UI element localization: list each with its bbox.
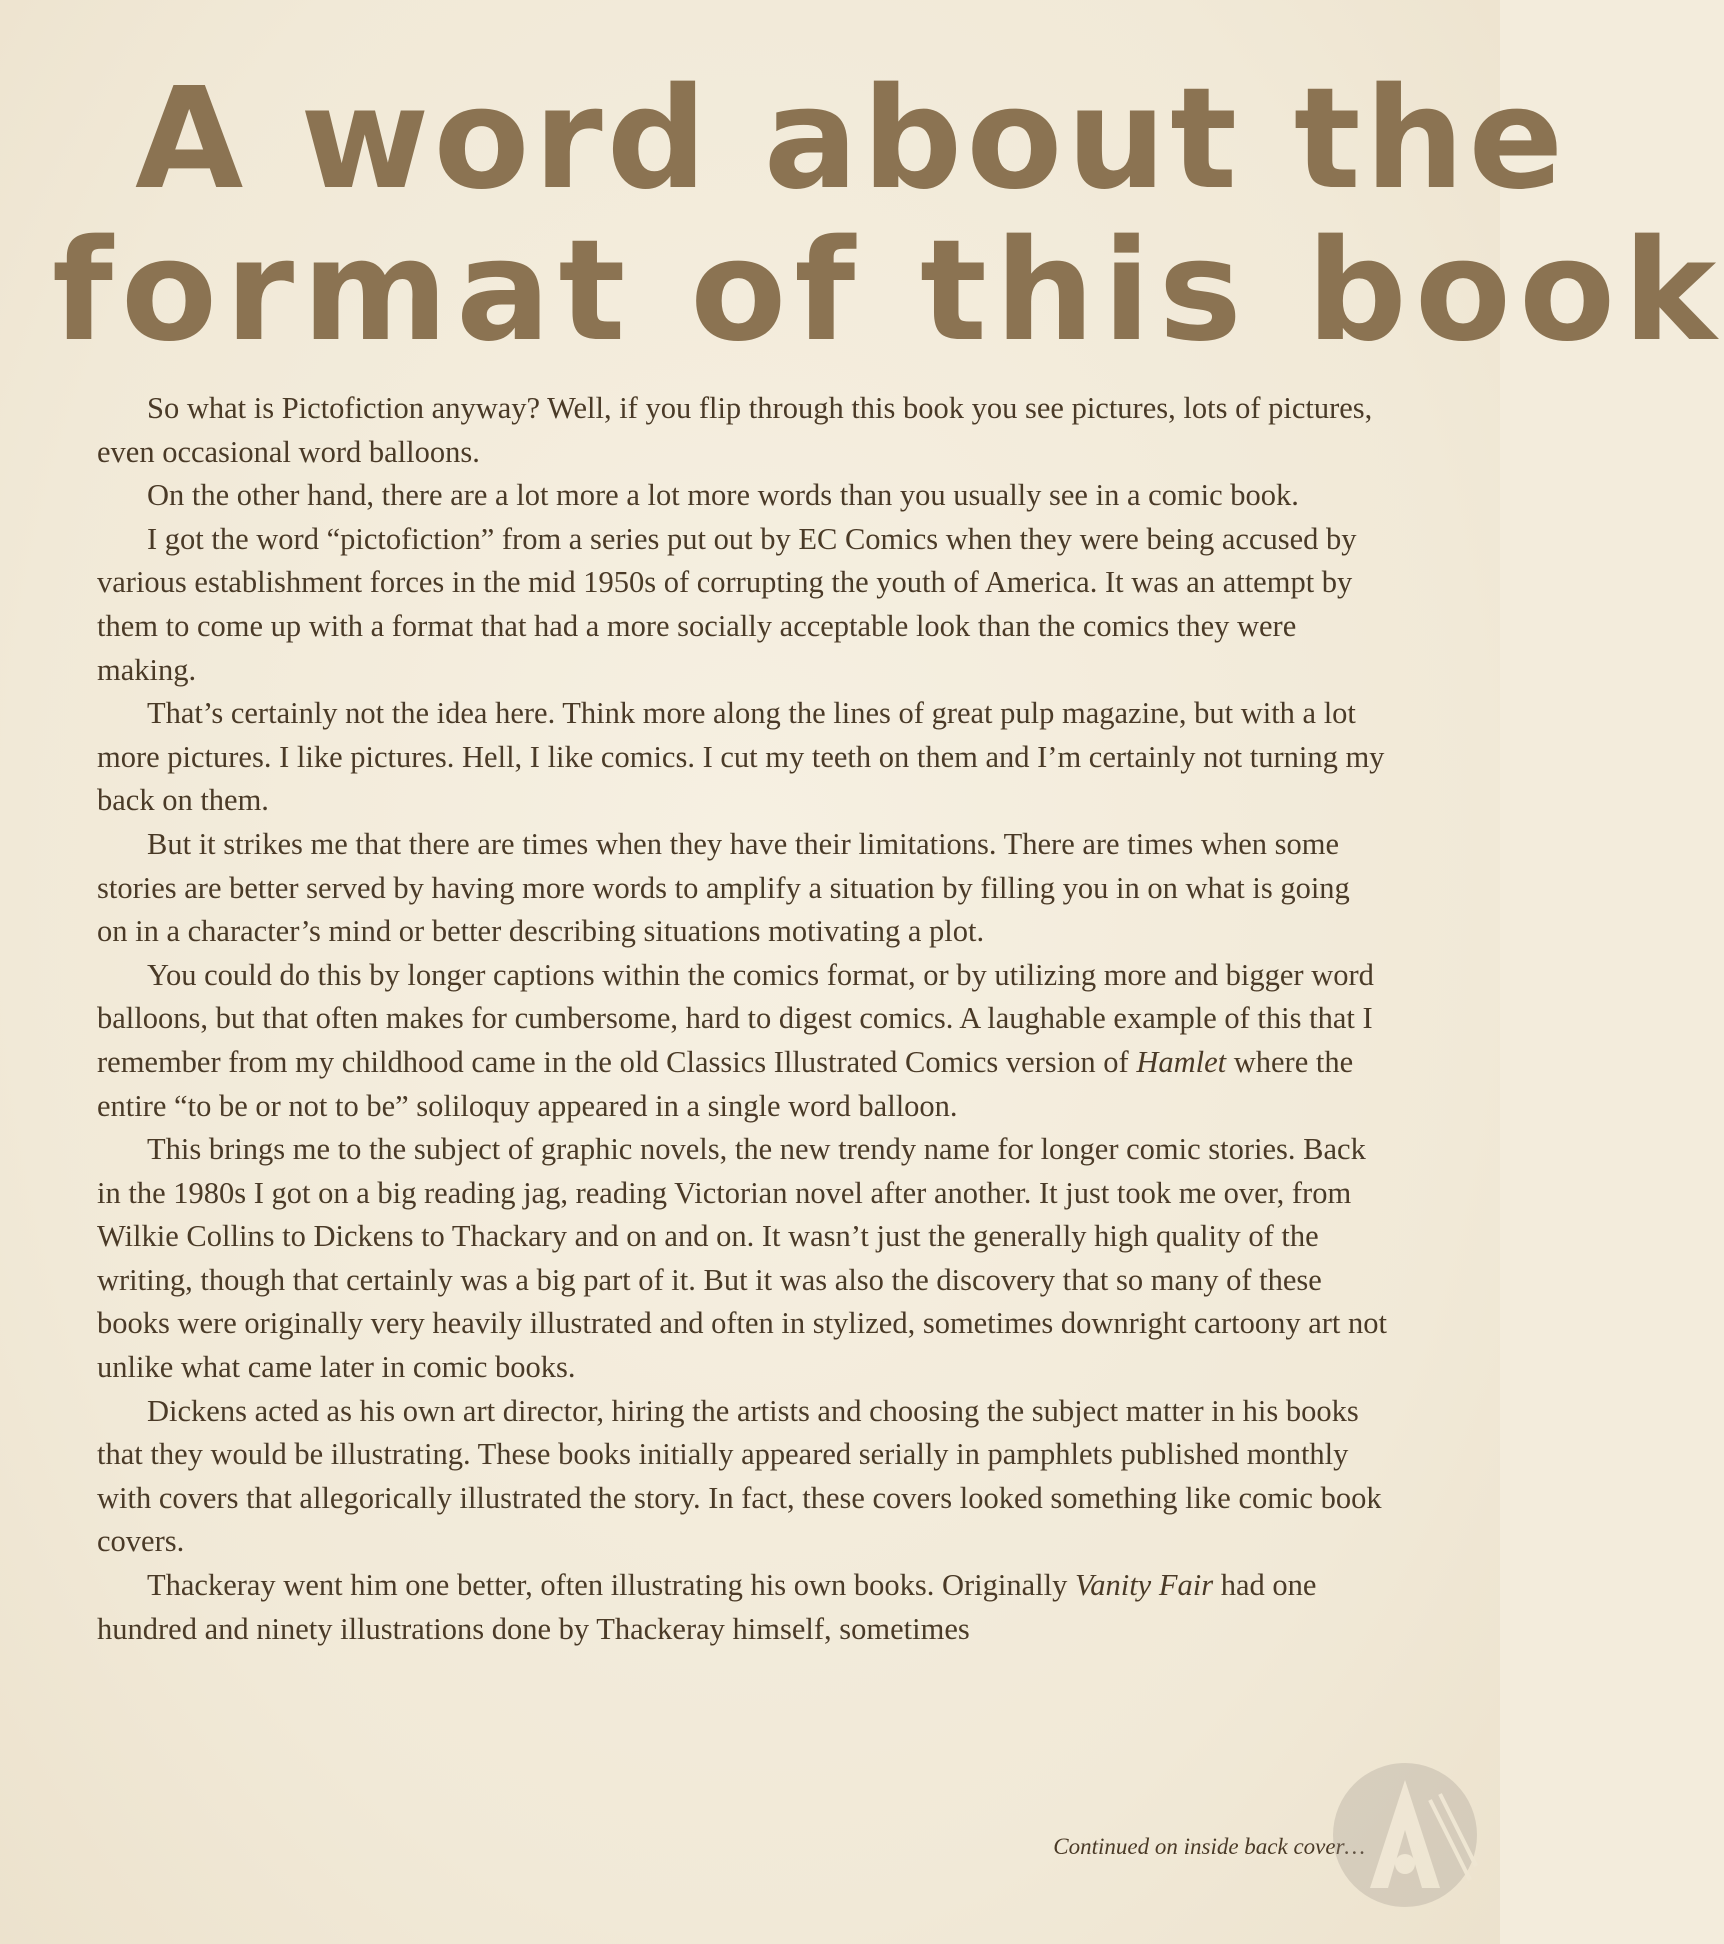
paragraph-thackeray — [97, 1564, 1387, 1651]
paragraph-pictofiction: So what is Pictofiction anyway? Well, if you flip through this book you see pictures, lots of pictures, even occasional word balloons. — [97, 391, 1373, 469]
paragraph-pulp-magazine: That’s certainly not the idea here. Think more along the lines of great pulp magazine, but with a lot more pictures. I like pictures. Hell, I like comics. I cut my teeth on them and I’m certainly not turning my back on them. — [97, 696, 1385, 818]
title-line-2: format of this book — [52, 210, 1724, 373]
paragraph-thackeray-end: had one hundred and ninety illustrations done by Thackeray himself, sometimes — [97, 1568, 1317, 1646]
vanity-fair-title: Vanity Fair — [1074, 1568, 1214, 1603]
hamlet-title: Hamlet — [1136, 1044, 1227, 1079]
paragraph-captions — [97, 954, 1387, 1128]
paragraph-captions-text: You could do this by longer captions within the comics format, or by utilizing more and bigger word balloons, but that often makes for cumbersome, hard to digest comics. A laughable example of this that I remember from my childhood came in the old Classics Illustrated Comics version of — [97, 957, 1374, 1079]
publisher-watermark-logo — [1330, 1760, 1480, 1910]
paragraph-graphic-novels: This brings me to the subject of graphic novels, the new trendy name for longer comic stories. Back in the 1980s I got on a big reading jag, reading Victorian novel after another. It just took me over, from Wilkie Collins to Dickens to Thackary and on and on. It wasn’t just the generally high quality of the writing, though that certainly was a big part of it. But it was also the discovery that so many of these books were originally very heavily illustrated and often in stylized, sometimes downright cartoony art not unlike what came later in comic books. — [97, 1132, 1388, 1385]
title-line-1: A word about the — [135, 58, 1568, 221]
paragraph-more-words: On the other hand, there are a lot more a lot more words than you usually see in a comic book. — [147, 478, 1299, 513]
paragraph-limitations: But it strikes me that there are times when they have their limitations. There are times when some stories are better served by having more words to amplify a situation by filling you in on what is going on in a character’s mind or better describing situations motivating a plot. — [97, 826, 1350, 949]
page-title — [40, 58, 1724, 373]
continued-note: Continued on inside back cover… — [1053, 1834, 1365, 1859]
paragraph-thackeray-text: Thackeray went him one better, often illustrating his own books. Originally — [147, 1568, 1075, 1603]
body-text — [97, 387, 1387, 1651]
paragraph-dickens: Dickens acted as his own art director, hiring the artists and choosing the subject matter in his books that they would be illustrating. These books initially appeared serially in pamphlets published monthly with covers that allegorically illustrated the story. In fact, these covers looked something like comic book covers. — [97, 1393, 1382, 1559]
paragraph-ec-comics: I got the word “pictofiction” from a series put out by EC Comics when they were being accused by various establishment forces in the mid 1950s of corrupting the youth of America. It was an attempt by them to come up with a format that had a more socially acceptable look than the comics they were making. — [97, 521, 1357, 687]
paragraph-captions-end: where the entire “to be or not to be” soliloquy appeared in a single word balloon. — [97, 1044, 1354, 1123]
